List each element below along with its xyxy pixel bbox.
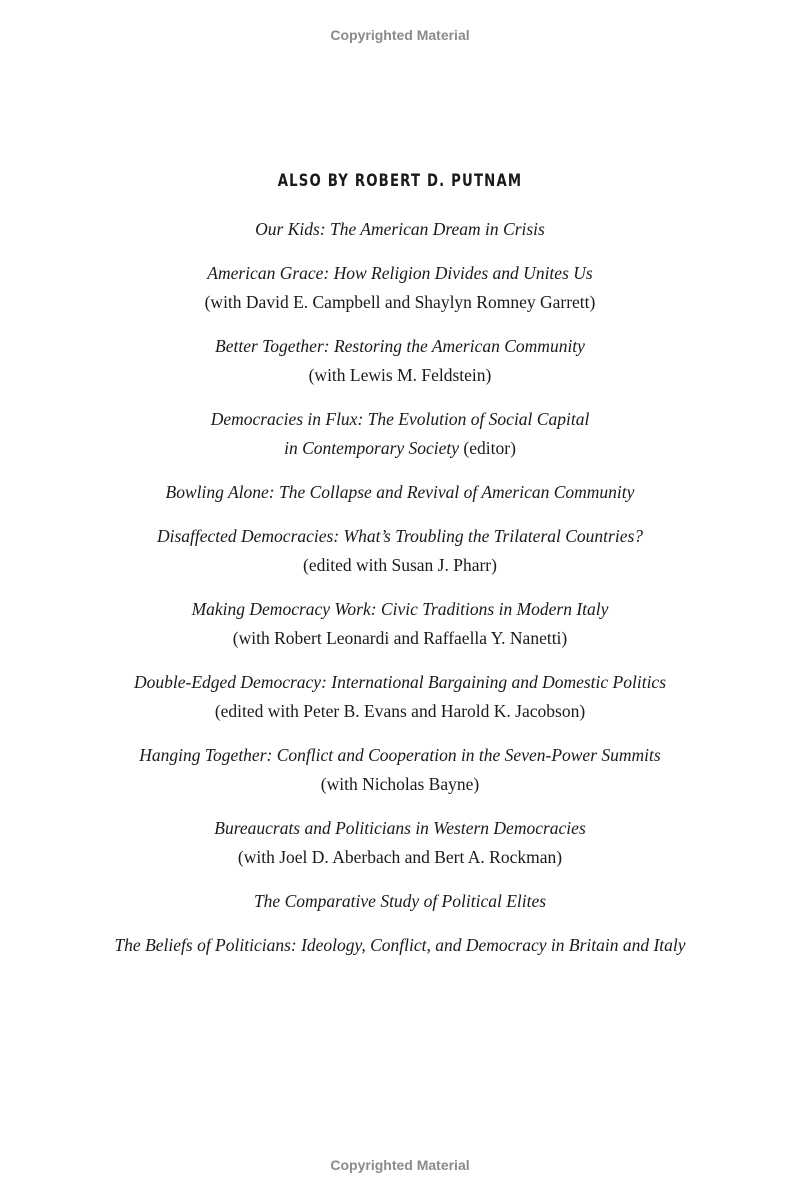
book-entry (0, 259, 800, 317)
book-entry-line (0, 668, 800, 697)
book-title: in Contemporary Society (284, 438, 460, 458)
copyright-watermark-top: Copyrighted Material (330, 27, 470, 43)
book-note: (edited with Peter B. Evans and Harold K. Jacobson) (214, 701, 586, 721)
book-title: Making Democracy Work: Civic Traditions in Modern Italy (191, 599, 609, 619)
book-title: Double-Edged Democracy: International Bargaining and Domestic Politics (133, 672, 667, 692)
book-entry-line (0, 522, 800, 551)
book-entry (0, 741, 800, 799)
book-entry-line (0, 434, 800, 463)
book-entry-line (0, 697, 800, 726)
book-title: The Comparative Study of Political Elites (253, 891, 547, 911)
book-note: (edited with Susan J. Pharr) (303, 555, 497, 575)
book-entry-line (0, 741, 800, 770)
book-entry-line (0, 595, 800, 624)
book-entry (0, 931, 800, 960)
book-entry-line (0, 843, 800, 872)
book-note: (with Robert Leonardi and Raffaella Y. Nanetti) (232, 628, 568, 648)
book-entry (0, 668, 800, 726)
book-entry-line (0, 551, 800, 580)
book-note: (with David E. Campbell and Shaylyn Romney Garrett) (204, 292, 596, 312)
book-entry-line (0, 215, 800, 244)
book-entry-line (0, 405, 800, 434)
book-entry (0, 595, 800, 653)
book-entry (0, 814, 800, 872)
copyright-watermark-bottom: Copyrighted Material (330, 1157, 470, 1173)
book-entry-line (0, 624, 800, 653)
page-heading: ALSO BY ROBERT D. PUTNAM (277, 171, 523, 191)
book-title: Hanging Together: Conflict and Cooperation in the Seven-Power Summits (139, 745, 661, 765)
book-title: Bureaucrats and Politicians in Western Democracies (214, 818, 586, 838)
book-entry-line (0, 361, 800, 390)
book-entry-line (0, 332, 800, 361)
book-title: Democracies in Flux: The Evolution of Social Capital (210, 409, 590, 429)
book-title: Our Kids: The American Dream in Crisis (255, 219, 545, 239)
book-list (0, 215, 800, 975)
book-entry (0, 478, 800, 507)
book-entry-line (0, 814, 800, 843)
book-entry (0, 522, 800, 580)
book-entry-line (0, 931, 800, 960)
book-entry (0, 887, 800, 916)
book-entry-line (0, 770, 800, 799)
book-note: (with Lewis M. Feldstein) (308, 365, 492, 385)
book-title: The Beliefs of Politicians: Ideology, Conflict, and Democracy in Britain and Italy (114, 935, 686, 955)
book-entry-line (0, 887, 800, 916)
book-entry-line (0, 478, 800, 507)
book-title: Better Together: Restoring the American Community (215, 336, 585, 356)
book-entry (0, 405, 800, 463)
book-entry-line (0, 259, 800, 288)
book-entry (0, 332, 800, 390)
book-title: Bowling Alone: The Collapse and Revival of American Community (165, 482, 635, 502)
book-note: (editor) (459, 438, 516, 458)
book-entry (0, 215, 800, 244)
book-entry-line (0, 288, 800, 317)
book-note: (with Joel D. Aberbach and Bert A. Rockman) (237, 847, 563, 867)
book-note: (with Nicholas Bayne) (320, 774, 480, 794)
book-title: Disaffected Democracies: What’s Troubling the Trilateral Countries? (156, 526, 644, 546)
book-title: American Grace: How Religion Divides and Unites Us (207, 263, 593, 283)
